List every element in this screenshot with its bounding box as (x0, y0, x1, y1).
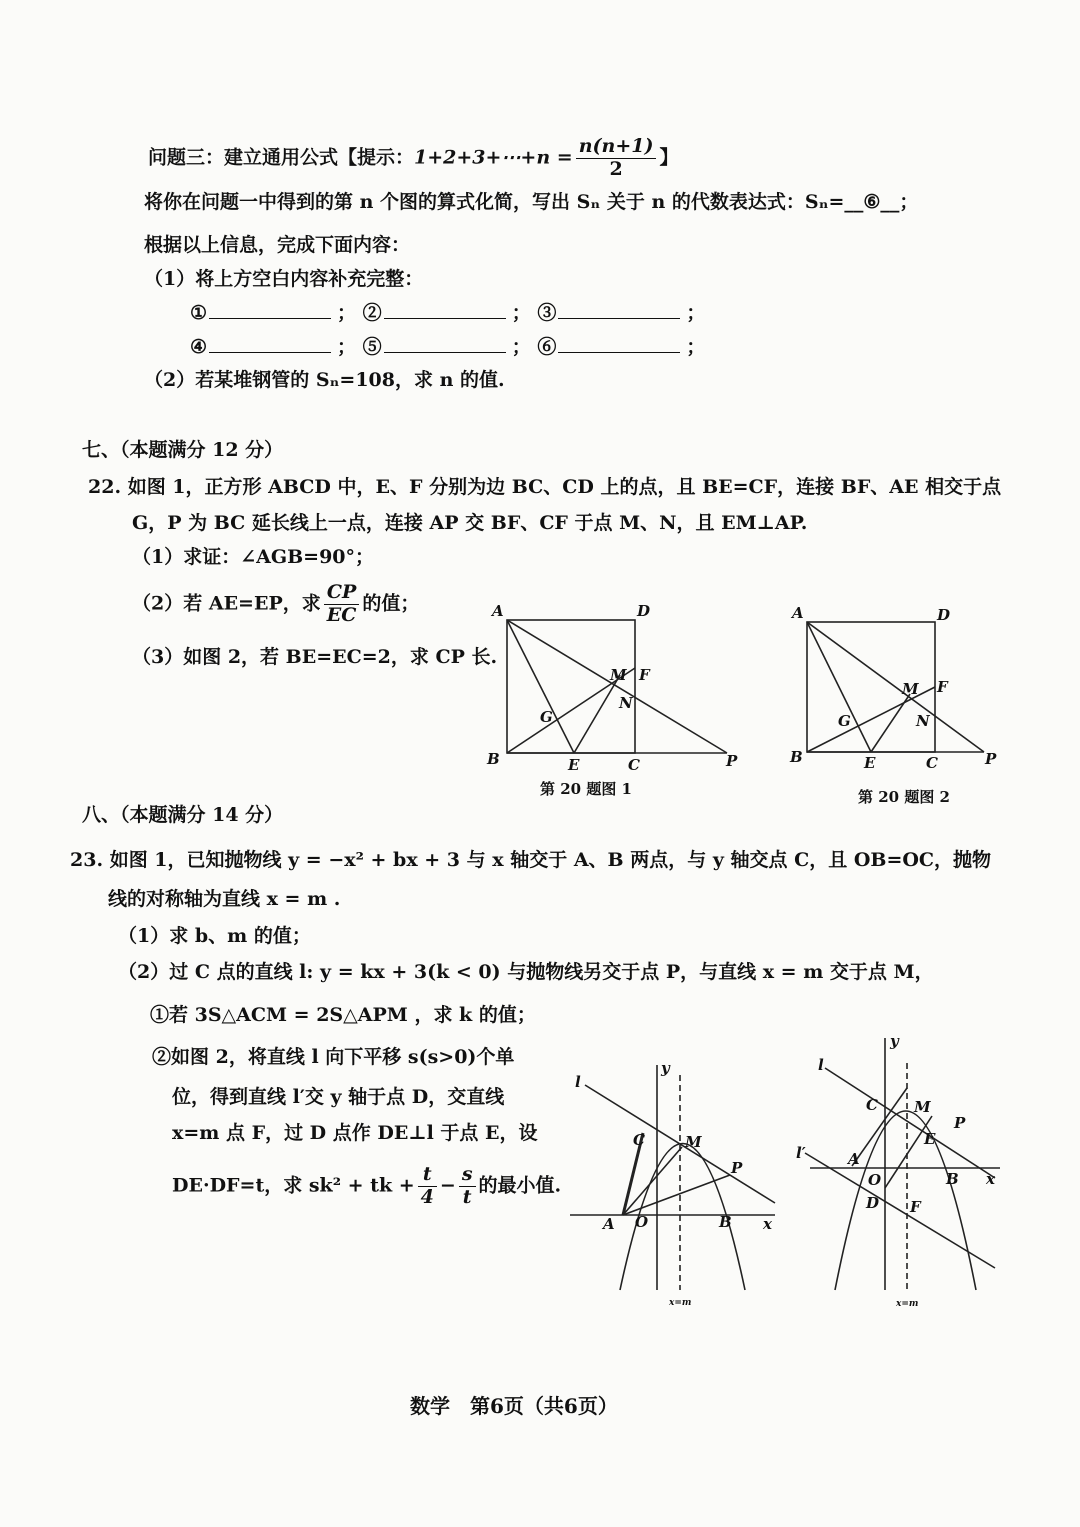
q22-sub1: （1）求证：∠AGB=90°； (132, 546, 375, 568)
q22-sub3: （3）如图 2，若 BE=EC=2，求 CP 长. (132, 646, 498, 668)
parabola-2 (835, 1111, 976, 1290)
q22-line2: G，P 为 BC 延长线上一点，连接 AP 交 BF、CF 于点 M、N，且 EM⊥AP. (132, 512, 808, 534)
q23-line1: 23. 如图 1，已知抛物线 y = −x² + bx + 3 与 x 轴交于 A、B 两点，与 y 轴交点 C，且 OB=OC，抛物 (70, 849, 992, 871)
q21-sub2: （2）若某堆钢管的 Sₙ=108，求 n 的值. (144, 369, 505, 391)
label-m: M (685, 1133, 702, 1151)
label-m-2: M (914, 1098, 931, 1116)
label-x: x (763, 1215, 772, 1233)
square-figure-1 (482, 598, 752, 803)
square-figure-2 (782, 598, 1022, 808)
q21-line2: 根据以上信息，完成下面内容： (144, 234, 411, 256)
label-p-2: P (985, 750, 997, 768)
label-o-2: O (868, 1171, 882, 1189)
label-xm: x=m (669, 1298, 692, 1308)
q22-line1: 22. 如图 1，正方形 ABCD 中，E、F 分别为边 BC、CD 上的点，且 BE=CF，连接 BF、AE 相交于点 (88, 476, 1002, 498)
label-a: A (603, 1215, 615, 1233)
q21-part3-title: 问题三：建立通用公式【提示：1+2+3+⋯+n = $\frac{n(n+1)}{2}$ 】 (148, 135, 679, 180)
label-d-2: D (937, 606, 951, 624)
blank-3[interactable] (558, 302, 680, 319)
line-ae-2 (807, 622, 871, 752)
label-l-prime: l′ (796, 1144, 806, 1162)
label-m-2: M (902, 680, 919, 698)
section7-heading: 七、（本题满分 12 分） (82, 439, 284, 461)
q22-sub2: （2）若 AE=EP，求 $\frac{CP}{EC}$ 的值； (132, 581, 420, 626)
label-l: l (575, 1073, 581, 1091)
label-a-2: A (848, 1150, 860, 1168)
answer-blanks-row1: ① ； ② ； ③ ； (190, 302, 706, 324)
hint-fraction: $\frac{n(n+1)}{2}$ (576, 136, 657, 181)
label-d-2: D (866, 1194, 880, 1212)
answer-blanks-row2: ④ ； ⑤ ； ⑥ ； (190, 336, 706, 358)
label-f-2: F (910, 1198, 921, 1216)
label-e: E (568, 756, 580, 774)
q23-sub1: （1）求 b、m 的值； (118, 925, 311, 947)
label-a: A (492, 602, 504, 620)
q21-sub1: （1）将上方空白内容补充完整： (144, 268, 424, 290)
label-o: O (635, 1213, 649, 1231)
q23-line2: 线的对称轴为直线 x = m . (108, 888, 341, 910)
label-b-2: B (946, 1170, 959, 1188)
label-x-2: x (986, 1170, 995, 1188)
q23-sub2: （2）过 C 点的直线 l: y = kx + 3(k < 0) 与抛物线另交于点 P，与直线 x = m 交于点 M， (118, 961, 934, 983)
parabola-figure-1 (565, 1055, 785, 1310)
label-f-2: F (937, 678, 948, 696)
label-y-2: y (890, 1032, 899, 1050)
blank-2[interactable] (384, 302, 506, 319)
figure-2-caption: 第 20 题图 2 (858, 788, 950, 806)
label-g-2: G (838, 712, 851, 730)
segment-de (885, 1116, 932, 1188)
label-p-2: P (954, 1114, 966, 1132)
figure-1-caption: 第 20 题图 1 (540, 780, 632, 798)
label-p: P (731, 1159, 743, 1177)
parabola-figure-2 (790, 1028, 1008, 1310)
label-n: N (619, 694, 633, 712)
line-ap-2 (807, 622, 984, 752)
blank-5[interactable] (384, 336, 506, 353)
q23-sub2-2-line2: 位，得到直线 l′交 y 轴于点 D，交直线 (172, 1086, 505, 1108)
frac-t-over-4: $\frac{t}{4}$ (418, 1164, 437, 1209)
line-em (574, 675, 620, 753)
label-b: B (487, 750, 500, 768)
q23-sub2-2-line4: DE·DF=t，求 sk² + tk + $\frac{t}{4}$ − $\frac{s}{t}$ 的最小值. (172, 1163, 562, 1208)
blank-4[interactable] (209, 336, 331, 353)
label-y: y (661, 1059, 670, 1077)
label-b: B (719, 1213, 732, 1231)
label-m: M (610, 666, 627, 684)
label-a-2: A (792, 604, 804, 622)
page-footer: 数学 第6页（共6页） (410, 1394, 618, 1418)
blank-6[interactable] (558, 336, 680, 353)
label-p: P (726, 752, 738, 770)
segment-am-2 (852, 1088, 907, 1166)
cp-ec-fraction: $\frac{CP}{EC}$ (324, 582, 360, 627)
line-l-prime (805, 1153, 995, 1268)
q21-line1: 将你在问题一中得到的第 n 个图的算式化简，写出 Sₙ 关于 n 的代数表达式：Sₙ=__⑥__； (144, 191, 919, 213)
label-n-2: N (916, 712, 930, 730)
label-c-2: C (926, 754, 938, 772)
label-c: C (633, 1131, 645, 1149)
blank-1[interactable] (209, 302, 331, 319)
label-e-2: E (864, 754, 876, 772)
label-g: G (540, 708, 553, 726)
segment-ap (623, 1175, 730, 1215)
q23-sub2-1: ①若 3S△ACM = 2S△APM ，求 k 的值； (150, 1004, 536, 1026)
label-e-2: E (924, 1130, 936, 1148)
section8-heading: 八、（本题满分 14 分） (82, 804, 284, 826)
q23-sub2-2-line1: ②如图 2，将直线 l 向下平移 s(s>0)个单 (152, 1046, 515, 1068)
label-c-2: C (866, 1096, 878, 1114)
label-b-2: B (790, 748, 803, 766)
frac-s-over-t: $\frac{s}{t}$ (459, 1164, 476, 1209)
label-d: D (637, 602, 651, 620)
hint-formula: 1+2+3+⋯+n = (414, 146, 573, 169)
label-c: C (628, 756, 640, 774)
q23-sub2-2-line3: x=m 点 F，过 D 点作 DE⊥l 于点 E，设 (172, 1122, 538, 1144)
label-f: F (639, 666, 650, 684)
line-em-2 (871, 694, 910, 752)
label-l-2: l (818, 1056, 824, 1074)
label-xm-2: x=m (896, 1299, 919, 1309)
